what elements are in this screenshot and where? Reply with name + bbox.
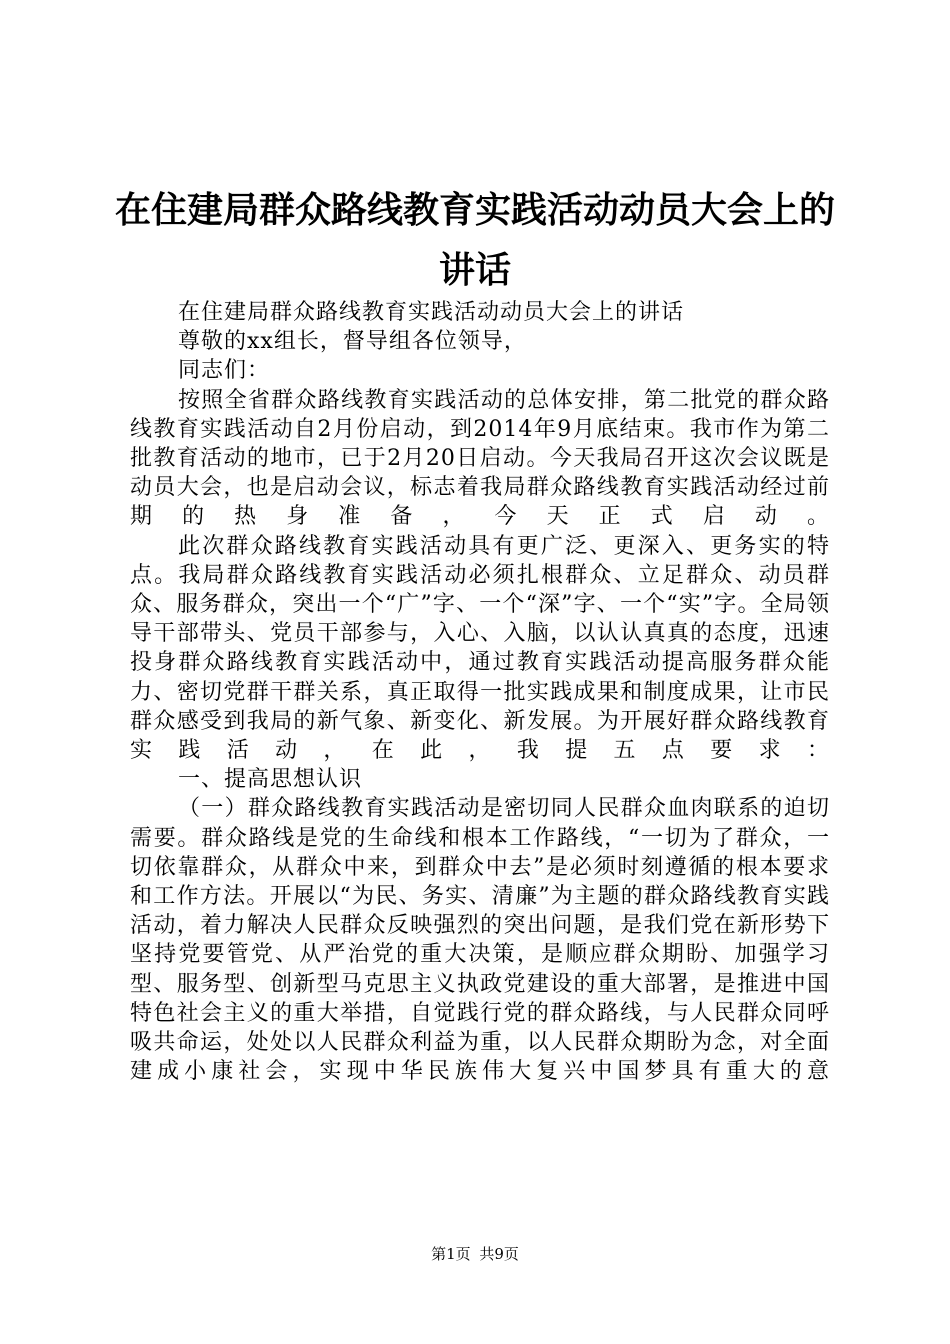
document-subtitle: 在住建局群众路线教育实践活动动员大会上的讲话 (178, 300, 685, 325)
document-title-line2: 讲话 (438, 249, 511, 291)
document-body (130, 298, 830, 1086)
page-number-current: 第1页 (431, 1245, 471, 1263)
paragraph-overview: 按照全省群众路线教育实践活动的总体安排，第二批党的群众路线教育实践活动自2月份启动，到2014年9月底结束。我市作为第二批教育活动的地市，已于2月20日启动。今天我局召开这次会议既是动员大会，也是启动会议，标志着我局群众路线教育实践活动经过前期的热身准备，今天正式启动。 (130, 387, 830, 530)
page-number-total: 共9页 (479, 1245, 519, 1263)
section-heading: 一、提高思想认识 (178, 767, 363, 793)
salutation-leaders: 尊敬的xx组长，督导组各位领导， (178, 329, 527, 355)
paragraph-section-one: （一）群众路线教育实践活动是密切同人民群众血肉联系的迫切需要。群众路线是党的生命线和根本工作路线，“一切为了群众，一切依靠群众，从群众中来，到群众中去”是必须时刻遵循的根本要求和工作方法。开展以“为民、务实、清廉”为主题的群众路线教育实践活动，着力解决人民群众反映强烈的突出问题，是我们党在新形势下坚持党要管党、从严治党的重大决策，是顺应群众期盼、加强学习型、服务型、创新型马克思主义执政党建设的重大部署，是推进中国特色社会主义的重大举措，自觉践行党的群众路线，与人民群众同呼吸共命运，处处以人民群众利益为重，以人民群众期盼为念，对全面建成小康社会，实现中华民族伟大复兴中国梦具有重大的意 (130, 796, 830, 1085)
page-footer (0, 1244, 950, 1264)
paragraph-characteristics: 此次群众路线教育实践活动具有更广泛、更深入、更务实的特点。我局群众路线教育实践活动必须扎根群众、立足群众、动员群众、服务群众，突出一个“广”字、一个“深”字、一个“实”字。全局领导干部带头、党员干部参与，入心、入脑，以认认真真的态度，迅速投身群众路线教育实践活动中，通过教育实践活动提高服务群众能力、密切党群干群关系，真正取得一批实践成果和制度成果，让市民群众感受到我局的新气象、新变化、新发展。为开展好群众路线教育实践活动，在此，我提五点要求： (130, 533, 830, 764)
document-title-line1: 在住建局群众路线教育实践活动动员大会上的 (114, 189, 835, 231)
salutation-comrades: 同志们： (178, 358, 271, 384)
